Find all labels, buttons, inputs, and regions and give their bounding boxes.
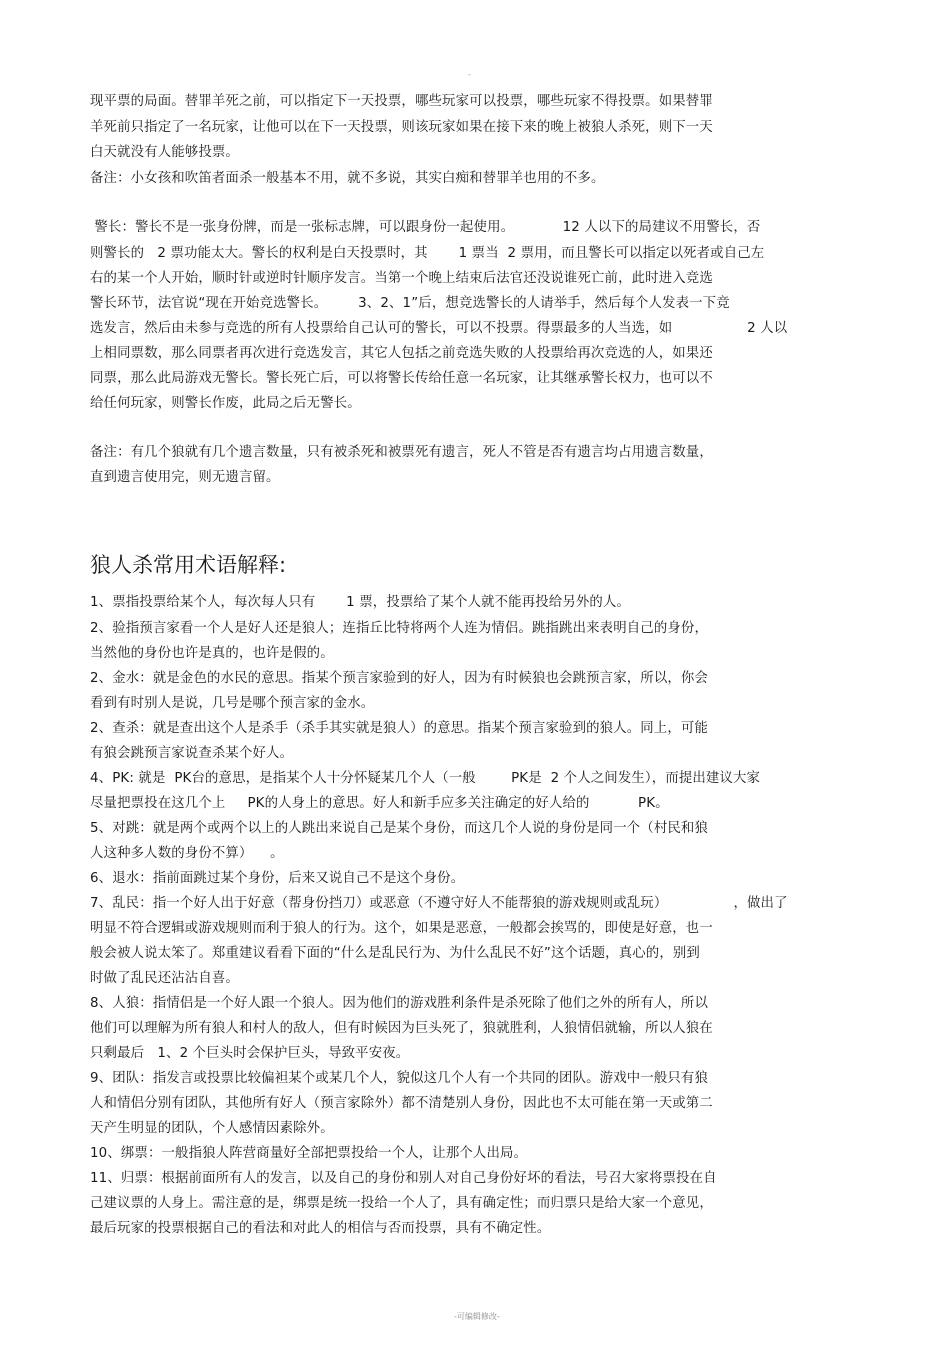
term-line: 最后玩家的投票根据自己的看法和对此人的相信与否而投票，具有不确定性。 — [90, 1221, 551, 1236]
term-line: 1、票指投票给某个人，每次每人只有 1 票，投票给了某个人就不能再投给另外的人。 — [90, 595, 631, 610]
term-line: 11、归票：根据前面所有人的发言，以及自己的身份和别人对自己身份好坏的看法，号召大家将票投在自 — [90, 1171, 717, 1186]
term-line: 人这种多人数的身份不算） 。 — [90, 846, 284, 861]
term-line: 8、人狼：指情侣是一个好人跟一个狼人。因为他们的游戏胜利条件是杀死除了他们之外的所有人，所以 — [90, 996, 708, 1011]
paragraph-line: 警长环节，法官说“现在开始竞选警长。 3、2、1”后，想竞选警长的人请举手，然后每个人发表一下竞 — [90, 296, 730, 311]
term-line: 当然他的身份也许是真的，也许是假的。 — [90, 646, 334, 661]
term-line: 尽量把票投在这几个上 PK的人身上的意思。好人和新手应多关注确定的好人给的 PK。 — [90, 796, 669, 811]
term-line: 他们可以理解为所有狼人和村人的敌人，但有时候因为巨头死了，狼就胜利，人狼情侣就输，所以人狼在 — [90, 1021, 713, 1036]
paragraph-line: 现平票的局面。替罪羊死之前，可以指定下一天投票，哪些玩家可以投票，哪些玩家不得投票。如果替罪 — [90, 94, 713, 109]
note-line: 备注：有几个狼就有几个遗言数量，只有被杀死和被票死有遗言，死人不管是否有遗言均占用遗言数量， — [90, 445, 713, 460]
term-line: 般会被人说太笨了。郑重建议看看下面的“什么是乱民行为、为什么乱民不好”这个话题，真心的，别到 — [90, 946, 700, 961]
term-line: 明显不符合逻辑或游戏规则而利于狼人的行为。这个，如果是恶意，一般都会挨骂的，即使是好意，也一 — [90, 921, 713, 936]
term-line: 2、查杀：就是查出这个人是杀手（杀手其实就是狼人）的意思。指某个预言家验到的狼人。同上，可能 — [90, 721, 708, 736]
page-top-mark: - — [468, 70, 471, 79]
paragraph-line: 羊死前只指定了一名玩家，让他可以在下一天投票，则该玩家如果在接下来的晚上被狼人杀死，则下一天 — [90, 120, 713, 135]
term-line: 己建议票的人身上。需注意的是，绑票是统一投给一个人了，具有确定性；而归票只是给大家一个意见， — [90, 1196, 713, 1211]
term-line: 人和情侣分别有团队，其他所有好人（预言家除外）都不清楚别人身份，因此也不太可能在第一天或第二 — [90, 1096, 713, 1111]
term-line: 只剩最后 1、2 个巨头时会保护巨头，导致平安夜。 — [90, 1046, 410, 1061]
paragraph-line: 白天就没有人能够投票。 — [90, 145, 239, 160]
term-line: 6、退水：指前面跳过某个身份，后来又说自己不是这个身份。 — [90, 871, 465, 886]
paragraph-line: 右的某一个人开始，顺时针或逆时针顺序发言。当第一个晚上结束后法官还没说谁死亡前，此时进入竞选 — [90, 271, 713, 286]
term-line: 7、乱民：指一个好人出于好意（帮身份挡刀）或恶意（不遵守好人不能帮狼的游戏规则或乱玩） ，做出了 — [90, 896, 788, 911]
term-line: 看到有时别人是说，几号是哪个预言家的金水。 — [90, 696, 375, 711]
paragraph-line: 选发言，然后由未参与竞选的所有人投票给自己认可的警长，可以不投票。得票最多的人当选，如 2 人以 — [90, 321, 788, 336]
term-line: 2、验指预言家看一个人是好人还是狼人；连指丘比特将两个人连为情侣。跳指跳出来表明自己的身份， — [90, 621, 708, 636]
page-footer: -可编辑修改- — [454, 1312, 500, 1321]
paragraph-line: 给任何玩家，则警长作废，此局之后无警长。 — [90, 396, 361, 411]
paragraph-line: 则警长的 2 票功能太大。警长的权利是白天投票时，其 1 票当 2 票用，而且警长可以指定以死者或自己左 — [90, 246, 765, 261]
term-line: 9、团队：指发言或投票比较偏袒某个或某几个人，貌似这几个人有一个共同的团队。游戏中一般只有狼 — [90, 1071, 708, 1086]
term-line: 5、对跳：就是两个或两个以上的人跳出来说自己是某个身份，而这几个人说的身份是同一个（村民和狼 — [90, 821, 708, 836]
term-line: 时做了乱民还沾沾自喜。 — [90, 971, 239, 986]
section-heading: 狼人杀常用术语解释: — [90, 553, 287, 577]
term-line: 10、绑票：一般指狼人阵营商量好全部把票投给一个人，让那个人出局。 — [90, 1146, 528, 1161]
term-line: 有狼会跳预言家说查杀某个好人。 — [90, 746, 294, 761]
note-line: 备注：小女孩和吹笛者面杀一般基本不用，就不多说，其实白痴和替罪羊也用的不多。 — [90, 171, 605, 186]
term-line: 天产生明显的团队，个人感情因素除外。 — [90, 1121, 334, 1136]
paragraph-line: 上相同票数，那么同票者再次进行竞选发言，其它人包括之前竞选失败的人投票给再次竞选的人，如果还 — [90, 346, 713, 361]
paragraph-line: 警长：警长不是一张身份牌，而是一张标志牌，可以跟身份一起使用。 12 人以下的局建议不用警长，否 — [90, 220, 761, 235]
paragraph-line: 同票，那么此局游戏无警长。警长死亡后，可以将警长传给任意一名玩家，让其继承警长权力，也可以不 — [90, 371, 713, 386]
note-line: 直到遗言使用完，则无遗言留。 — [90, 470, 280, 485]
term-line: 4、PK: 就是 PK台的意思，是指某个人十分怀疑某几个人（一般 PK是 2 个人之间发生），而提出建议大家 — [90, 771, 761, 786]
term-line: 2、金水：就是金色的水民的意思。指某个预言家验到的好人，因为有时候狼也会跳预言家，所以，你会 — [90, 671, 708, 686]
